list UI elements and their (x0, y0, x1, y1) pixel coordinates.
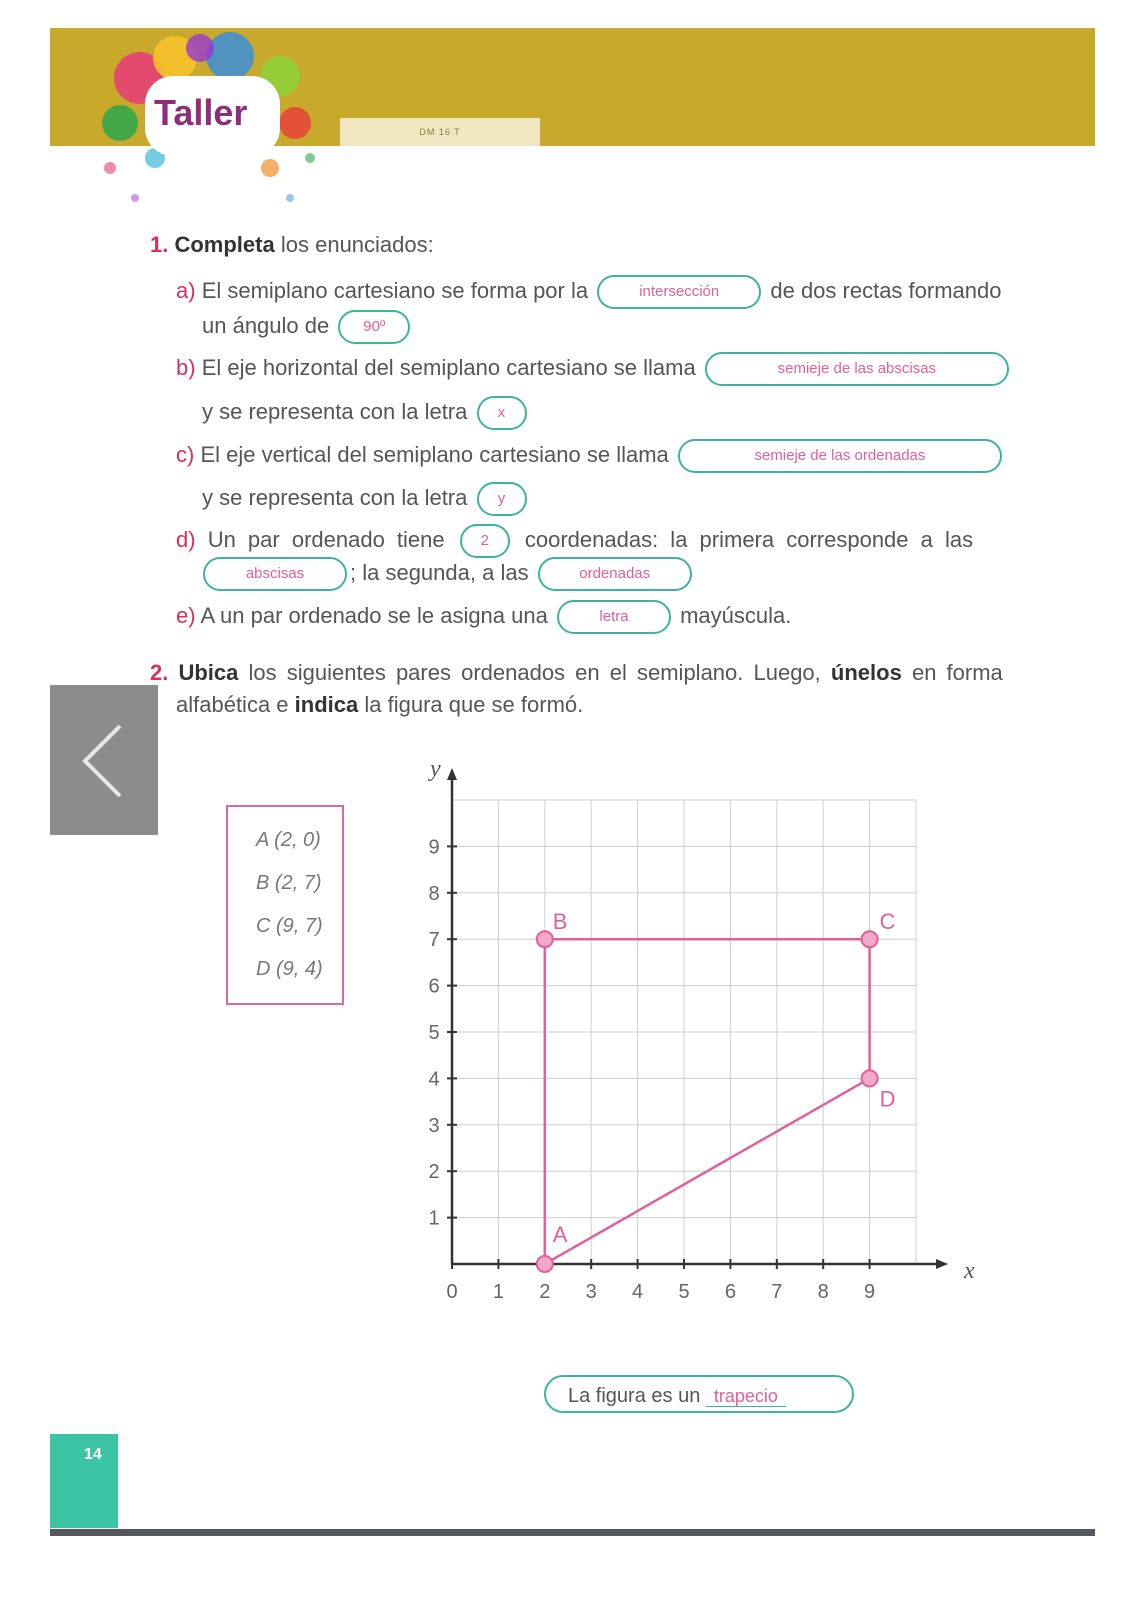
item-c-line-2 (202, 482, 530, 516)
answer-field[interactable]: semieje de las abscisas (705, 352, 1009, 386)
page-number: 14 (84, 1446, 102, 1463)
item-d-line-2 (200, 557, 695, 591)
y-tick-label: 5 (428, 1022, 440, 1044)
x-tick-label: 0 (446, 1281, 458, 1303)
exercise-instruction: alfabética e (176, 692, 289, 717)
answer-value[interactable]: trapecio (706, 1386, 786, 1407)
exercise-2-heading-line-1 (150, 660, 1003, 686)
item-text: El eje vertical del semiplano cartesiano se llama (200, 441, 669, 467)
coordinates-box (226, 805, 344, 1005)
page-bottom-border (50, 1529, 1095, 1536)
y-tick-label: 6 (428, 975, 440, 998)
page-number-tab (50, 1434, 118, 1528)
coordinate-item: A (2, 0) (256, 829, 321, 851)
item-letter: b) (176, 354, 196, 380)
item-letter: d) (176, 526, 196, 552)
exercise-instruction: la figura que se formó. (364, 692, 584, 717)
y-tick-label: 8 (428, 882, 440, 905)
x-axis-label: x (964, 1258, 975, 1284)
answer-box[interactable] (544, 1375, 854, 1413)
item-text: coordenadas: la primera corresponde a las (524, 526, 974, 552)
item-text: un ángulo de (202, 312, 330, 338)
y-axis-label: y (430, 756, 441, 782)
item-d-line-1 (176, 524, 973, 558)
x-tick-label: 1 (492, 1281, 504, 1303)
x-tick-label: 8 (817, 1281, 829, 1303)
item-a-line-1 (176, 275, 1002, 309)
answer-prefix: La figura es un (568, 1385, 701, 1407)
item-c-line-1 (176, 439, 1005, 473)
point-label-d: D (879, 1086, 896, 1112)
header-tab: DM 16 T (340, 118, 540, 146)
x-tick-label: 3 (585, 1281, 597, 1303)
y-tick-label: 1 (428, 1207, 440, 1230)
exercise-2-heading-line-2 (176, 692, 583, 718)
item-text: de dos rectas formando (770, 277, 1002, 303)
item-a-line-2 (202, 310, 413, 344)
x-tick-label: 6 (724, 1281, 736, 1303)
point-b (537, 931, 553, 947)
exercise-number: 2. (150, 660, 169, 685)
x-tick-label: 5 (678, 1281, 690, 1303)
exercise-number: 1. (150, 232, 169, 257)
point-a (537, 1256, 553, 1272)
y-tick-label: 2 (428, 1161, 440, 1184)
item-text: mayúscula. (680, 602, 792, 628)
point-label-a: A (552, 1222, 568, 1247)
item-e-line-1 (176, 600, 791, 634)
answer-field[interactable]: semieje de las ordenadas (678, 439, 1002, 473)
item-text: Un par ordenado tiene (207, 526, 445, 552)
point-c (862, 931, 878, 947)
trapezoid-shape (545, 939, 870, 1264)
item-text: El eje horizontal del semiplano cartesiano se llama (201, 354, 696, 380)
point-d (862, 1070, 878, 1086)
item-text: El semiplano cartesiano se forma por la (201, 277, 589, 303)
item-letter: c) (176, 441, 195, 467)
answer-field[interactable]: 90º (338, 310, 410, 344)
exercise-1-heading (150, 232, 434, 258)
coordinate-item: C (9, 7) (256, 915, 323, 937)
y-tick-label: 4 (428, 1068, 440, 1091)
item-letter: a) (176, 277, 196, 303)
answer-field[interactable]: x (477, 396, 527, 430)
y-tick-label: 7 (428, 929, 440, 952)
answer-field[interactable]: letra (557, 600, 671, 634)
x-tick-label: 4 (632, 1281, 644, 1303)
point-label-c: C (879, 909, 896, 935)
exercise-instruction: los siguientes pares ordenados en el semiplano. Luego, (248, 660, 821, 685)
exercise-instruction: los enunciados: (280, 232, 434, 257)
x-tick-label: 9 (864, 1281, 876, 1303)
answer-field[interactable]: ordenadas (538, 557, 692, 591)
item-text: y se representa con la letra (202, 398, 468, 424)
y-axis-arrow (447, 768, 457, 780)
answer-field[interactable]: y (477, 482, 527, 516)
exercise-verb: únelos (830, 660, 902, 685)
chevron-left-icon (70, 721, 140, 801)
point-label-b: B (552, 909, 568, 935)
exercise-verb: indica (294, 692, 359, 717)
exercise-verb: Completa (174, 232, 275, 257)
y-tick-label: 3 (428, 1114, 440, 1137)
answer-field[interactable]: 2 (460, 524, 510, 558)
exercise-instruction: en forma (911, 660, 1003, 685)
x-tick-label: 2 (539, 1281, 551, 1303)
y-tick-label: 9 (428, 836, 440, 859)
item-text: y se representa con la letra (202, 484, 468, 510)
coordinate-item: D (9, 4) (256, 958, 323, 980)
coordinate-item: B (2, 7) (256, 872, 322, 894)
item-text: A un par ordenado se le asigna una (200, 602, 548, 628)
page-title: Taller (154, 92, 248, 133)
previous-page-button[interactable] (50, 685, 158, 835)
item-text: ; la segunda, a las (350, 559, 529, 585)
item-b-line-2 (202, 396, 530, 430)
x-tick-label: 7 (771, 1281, 783, 1303)
item-b-line-1 (176, 352, 1012, 386)
exercise-verb: Ubica (178, 660, 239, 685)
cartesian-plane (400, 756, 975, 1340)
answer-field[interactable]: intersección (597, 275, 761, 309)
item-letter: e) (176, 602, 196, 628)
answer-field[interactable]: abscisas (203, 557, 347, 591)
